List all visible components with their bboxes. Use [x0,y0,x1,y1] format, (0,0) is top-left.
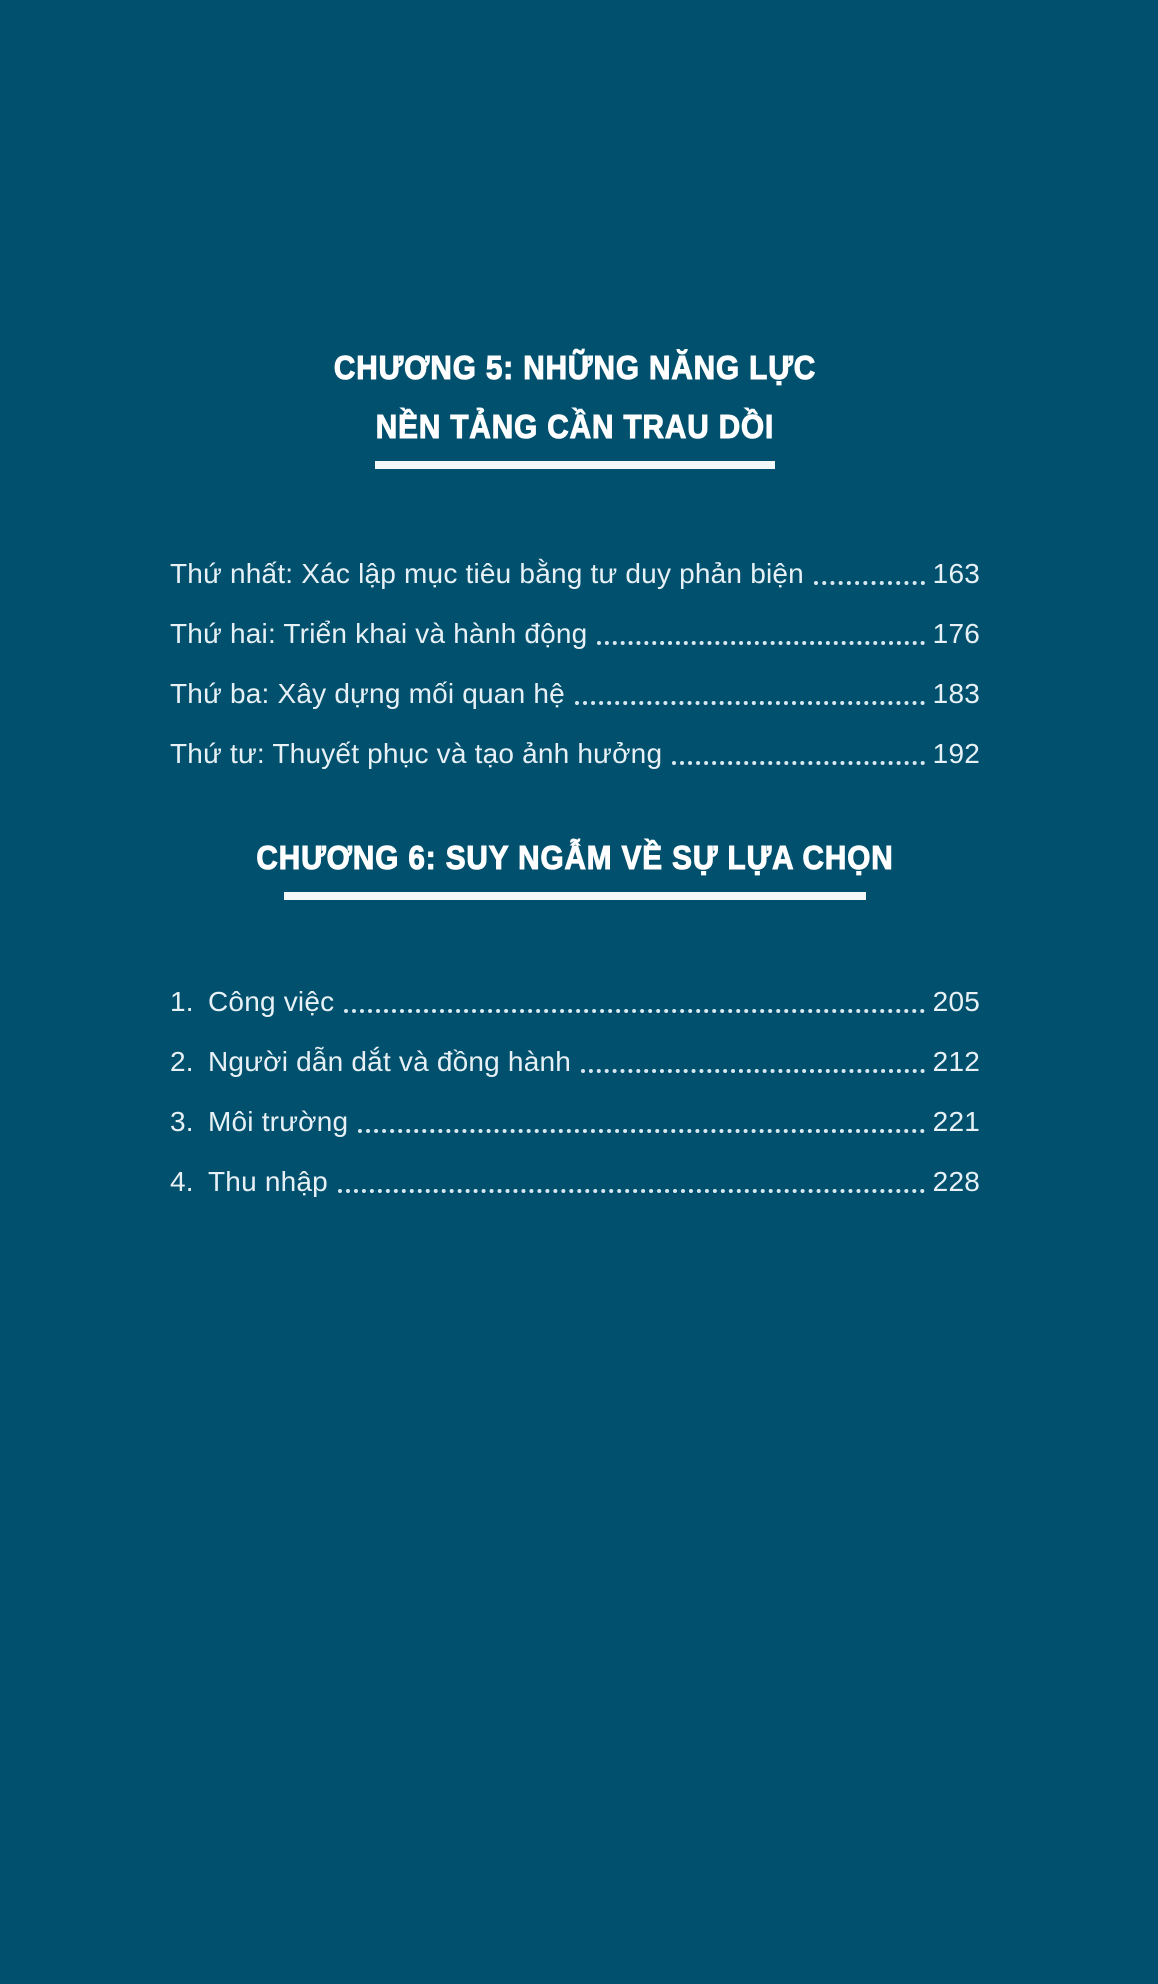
toc-page-number: 221 [932,1106,980,1137]
toc-entry [170,1162,980,1202]
chapter-6-heading [211,828,940,887]
chapter-6-toc-list [170,982,980,1202]
toc-entry-number: 2. [170,1046,194,1077]
toc-entry-number: 3. [170,1106,194,1137]
toc-entry-label: Người dẫn dắt và đồng hành [208,1046,572,1077]
toc-leader-dots [344,1009,924,1013]
toc-page-number: 205 [932,986,980,1017]
toc-entry-label: Thứ tư: Thuyết phục và tạo ảnh hưởng [170,738,663,769]
toc-page-number: 212 [932,1046,980,1077]
toc-entry [170,674,980,714]
chapter-6-section [170,828,980,1202]
toc-leader-dots [338,1189,925,1193]
toc-entry [170,554,980,594]
toc-page-number: 163 [932,558,980,589]
toc-entry [170,614,980,654]
chapter-5-heading [211,338,940,456]
book-toc-page [0,338,1158,1984]
toc-leader-dots [358,1129,924,1133]
chapter-5-heading-line-1: CHƯƠNG 5: NHỮNG NĂNG LỰC [333,349,817,386]
chapter-5-toc-list [170,554,980,774]
toc-entry-label: Công việc [208,986,335,1017]
chapter-5-heading-rule [375,461,775,469]
toc-leader-dots [672,761,924,765]
toc-page-number: 228 [932,1166,980,1197]
toc-entry [170,734,980,774]
chapter-6-heading-line-1: CHƯƠNG 6: SUY NGẪM VỀ SỰ LỰA CHỌN [256,839,894,876]
toc-entry [170,1042,980,1082]
toc-entry-label: Môi trường [208,1106,349,1137]
toc-page-number: 183 [932,678,980,709]
toc-entry-number: 1. [170,986,194,1017]
toc-leader-dots [597,641,924,645]
chapter-5-section [170,338,980,774]
chapter-6-heading-rule [284,892,866,900]
toc-entry-number: 4. [170,1166,194,1197]
toc-page-number: 176 [932,618,980,649]
toc-leader-dots [575,701,925,705]
toc-leader-dots [581,1069,925,1073]
toc-entry-label: Thứ ba: Xây dựng mối quan hệ [170,678,565,709]
toc-entry-label: Thứ nhất: Xác lập mục tiêu bằng tư duy phản biện [170,558,804,589]
toc-entry-label: Thứ hai: Triển khai và hành động [170,618,588,649]
toc-entry [170,1102,980,1142]
chapter-5-heading-line-2: NỀN TẢNG CẦN TRAU DỒI [375,408,775,445]
toc-entry [170,982,980,1022]
toc-entry-label: Thu nhập [208,1166,328,1197]
toc-page-number: 192 [932,738,980,769]
toc-content-column [170,338,980,1202]
toc-leader-dots [814,581,925,585]
